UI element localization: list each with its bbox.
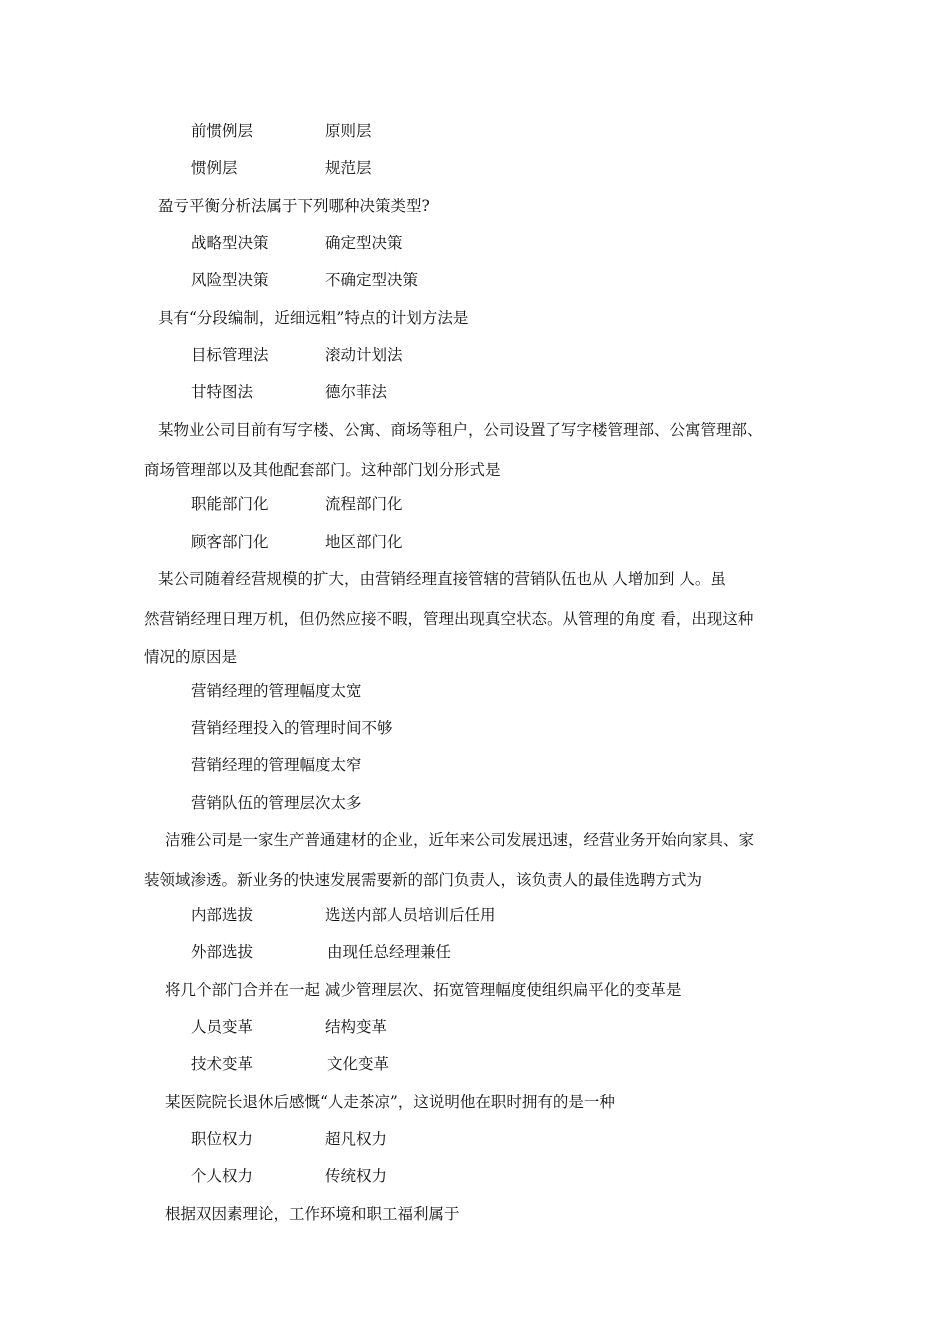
question-text: 某医院院长退休后感慨“人走茶凉”，这说明他在职时拥有的是一种 (165, 1093, 615, 1111)
option-a: 前惯例层 (191, 122, 254, 140)
option-d: 营销队伍的管理层次太多 (191, 794, 362, 812)
option-a: 惯例层 (191, 159, 238, 177)
option-a: 战略型决策 (191, 234, 269, 252)
question-text: 情况的原因是 (144, 648, 238, 666)
option-a: 个人权力 (191, 1167, 254, 1185)
option-b: 不确定型决策 (325, 271, 419, 289)
option-a: 营销经理的管理幅度太宽 (191, 682, 362, 700)
option-b: 原则层 (325, 122, 372, 140)
option-b: 选送内部人员培训后任用 (325, 906, 496, 924)
option-b: 结构变革 (325, 1018, 388, 1036)
question-text: 某公司随着经营规模的扩大，由营销经理直接管辖的营销队伍也从 人增加到 人。虽 (158, 570, 726, 588)
question-text: 盈亏平衡分析法属于下列哪种决策类型? (158, 197, 430, 215)
option-a: 外部选拔 (191, 943, 254, 961)
option-b: 滚动计划法 (325, 346, 403, 364)
option-a: 职位权力 (191, 1130, 254, 1148)
option-a: 人员变革 (191, 1018, 254, 1036)
option-c: 营销经理的管理幅度太窄 (191, 756, 362, 774)
option-a: 职能部门化 (191, 495, 269, 513)
option-a: 甘特图法 (191, 383, 254, 401)
option-b: 地区部门化 (325, 533, 403, 551)
option-b: 超凡权力 (325, 1130, 388, 1148)
question-text: 洁雅公司是一家生产普通建材的企业，近年来公司发展迅速，经营业务开始向家具、家 (165, 831, 755, 849)
question-text: 某物业公司目前有写字楼、公寓、商场等租户，公司设置了写字楼管理部、公寓管理部、 (158, 421, 763, 439)
option-a: 目标管理法 (191, 346, 269, 364)
question-text: 装领域渗透。新业务的快速发展需要新的部门负责人，该负责人的最佳选聘方式为 (144, 871, 703, 889)
question-text: 将几个部门合并在一起 减少管理层次、拓宽管理幅度使组织扁平化的变革是 (165, 981, 682, 999)
option-b: 德尔菲法 (325, 383, 388, 401)
question-text: 根据双因素理论，工作环境和职工福利属于 (165, 1205, 460, 1223)
question-text: 商场管理部以及其他配套部门。这种部门划分形式是 (144, 461, 501, 479)
question-text: 具有“分段编制，近细远粗”特点的计划方法是 (158, 309, 469, 327)
option-b: 流程部门化 (325, 495, 403, 513)
question-text: 然营销经理日理万机，但仍然应接不暇，管理出现真空状态。从管理的角度 看，出现这种 (144, 610, 754, 628)
option-b: 文化变革 (327, 1055, 390, 1073)
option-a: 风险型决策 (191, 271, 269, 289)
option-b: 规范层 (325, 159, 372, 177)
option-b: 营销经理投入的管理时间不够 (191, 719, 393, 737)
option-a: 技术变革 (191, 1055, 254, 1073)
option-b: 确定型决策 (325, 234, 403, 252)
option-a: 内部选拔 (191, 906, 254, 924)
option-b: 由现任总经理兼任 (327, 943, 452, 961)
option-b: 传统权力 (325, 1167, 388, 1185)
option-a: 顾客部门化 (191, 533, 269, 551)
